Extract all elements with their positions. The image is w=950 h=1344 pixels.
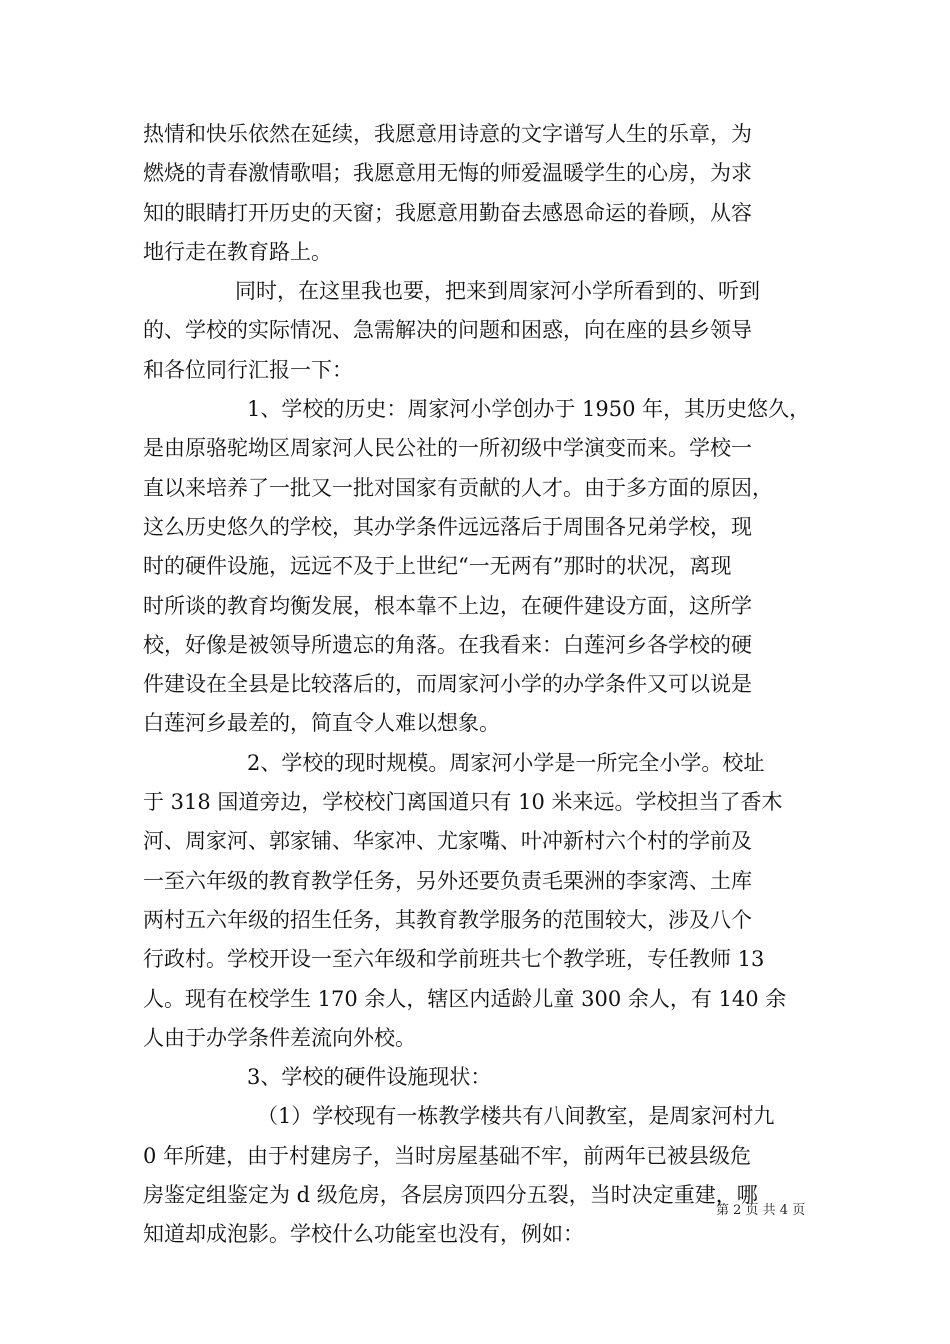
document-body [143,115,810,1255]
text-line: 时所谈的教育均衡发展，根本靠不上边，在硬件建设方面，这所学 [143,593,752,618]
text-line: 3、学校的硬件设施现状： [247,1065,492,1090]
text-line: 2、学校的现时规模。周家河小学是一所完全小学。校址 [247,750,765,775]
text-line: 知道却成泡影。学校什么功能室也没有，例如： [143,1222,584,1247]
text-line: 人由于办学条件差流向外校。 [143,1025,416,1050]
text-line: 直以来培养了一批又一批对国家有贡献的人才。由于多方面的原因， [143,475,773,500]
text-line: 燃烧的青春激情歌唱；我愿意用无悔的师爱温暖学生的心房，为求 [143,161,752,186]
text-line: （1）学校现有一栋教学楼共有八间教室，是周家河村九 [257,1104,775,1129]
page-number: 第 2 页 共 4 页 [716,1203,806,1218]
text-line: 于 318 国道旁边，学校校门离国道只有 10 米来远。学校担当了香木 [143,790,783,815]
text-line: 人。现有在校学生 170 余人，辖区内适龄儿童 300 余人，有 140 余 [143,986,787,1011]
text-line: 一至六年级的教育教学任务，另外还要负责毛栗洲的李家湾、土库 [143,868,752,893]
text-line: 房鉴定组鉴定为 d 级危房，各层房顶四分五裂，当时决定重建，哪 [143,1183,758,1208]
text-line: 同时，在这里我也要，把来到周家河小学所看到的、听到 [235,279,760,304]
text-line: 的、学校的实际情况、急需解决的问题和困惑，向在座的县乡领导 [143,318,752,343]
text-line: 这么历史悠久的学校，其办学条件远远落后于周围各兄弟学校，现 [143,514,752,539]
text-line: 白莲河乡最差的，简直令人难以想象。 [143,711,500,736]
text-line: 0 年所建，由于村建房子，当时房屋基础不牢，前两年已被县级危 [143,1143,752,1168]
text-line: 行政村。学校开设一至六年级和学前班共七个教学班，专任教师 13 [143,947,765,972]
text-line: 1、学校的历史：周家河小学创办于 1950 年，其历史悠久， [247,397,811,422]
text-line: 河、周家河、郭家铺、华家冲、尤家嘴、叶冲新村六个村的学前及 [143,829,752,854]
text-line: 热情和快乐依然在延续，我愿意用诗意的文字谱写人生的乐章，为 [143,122,752,146]
text-line: 地行走在教育路上。 [143,239,332,264]
text-line: 时的硬件设施，远远不及于上世纪“一无两有”那时的状况，离现 [143,554,732,579]
text-line: 校，好像是被领导所遗忘的角落。在我看来：白莲河乡各学校的硬 [143,632,752,657]
text-line: 知的眼睛打开历史的天窗；我愿意用勤奋去感恩命运的眷顾，从容 [143,200,752,225]
text-line: 两村五六年级的招生任务，其教育教学服务的范围较大，涉及八个 [143,907,752,932]
text-line: 是由原骆驼坳区周家河人民公社的一所初级中学演变而来。学校一 [143,436,752,461]
text-line: 和各位同行汇报一下： [143,357,353,382]
text-line: 件建设在全县是比较落后的，而周家河小学的办学条件又可以说是 [143,672,752,697]
